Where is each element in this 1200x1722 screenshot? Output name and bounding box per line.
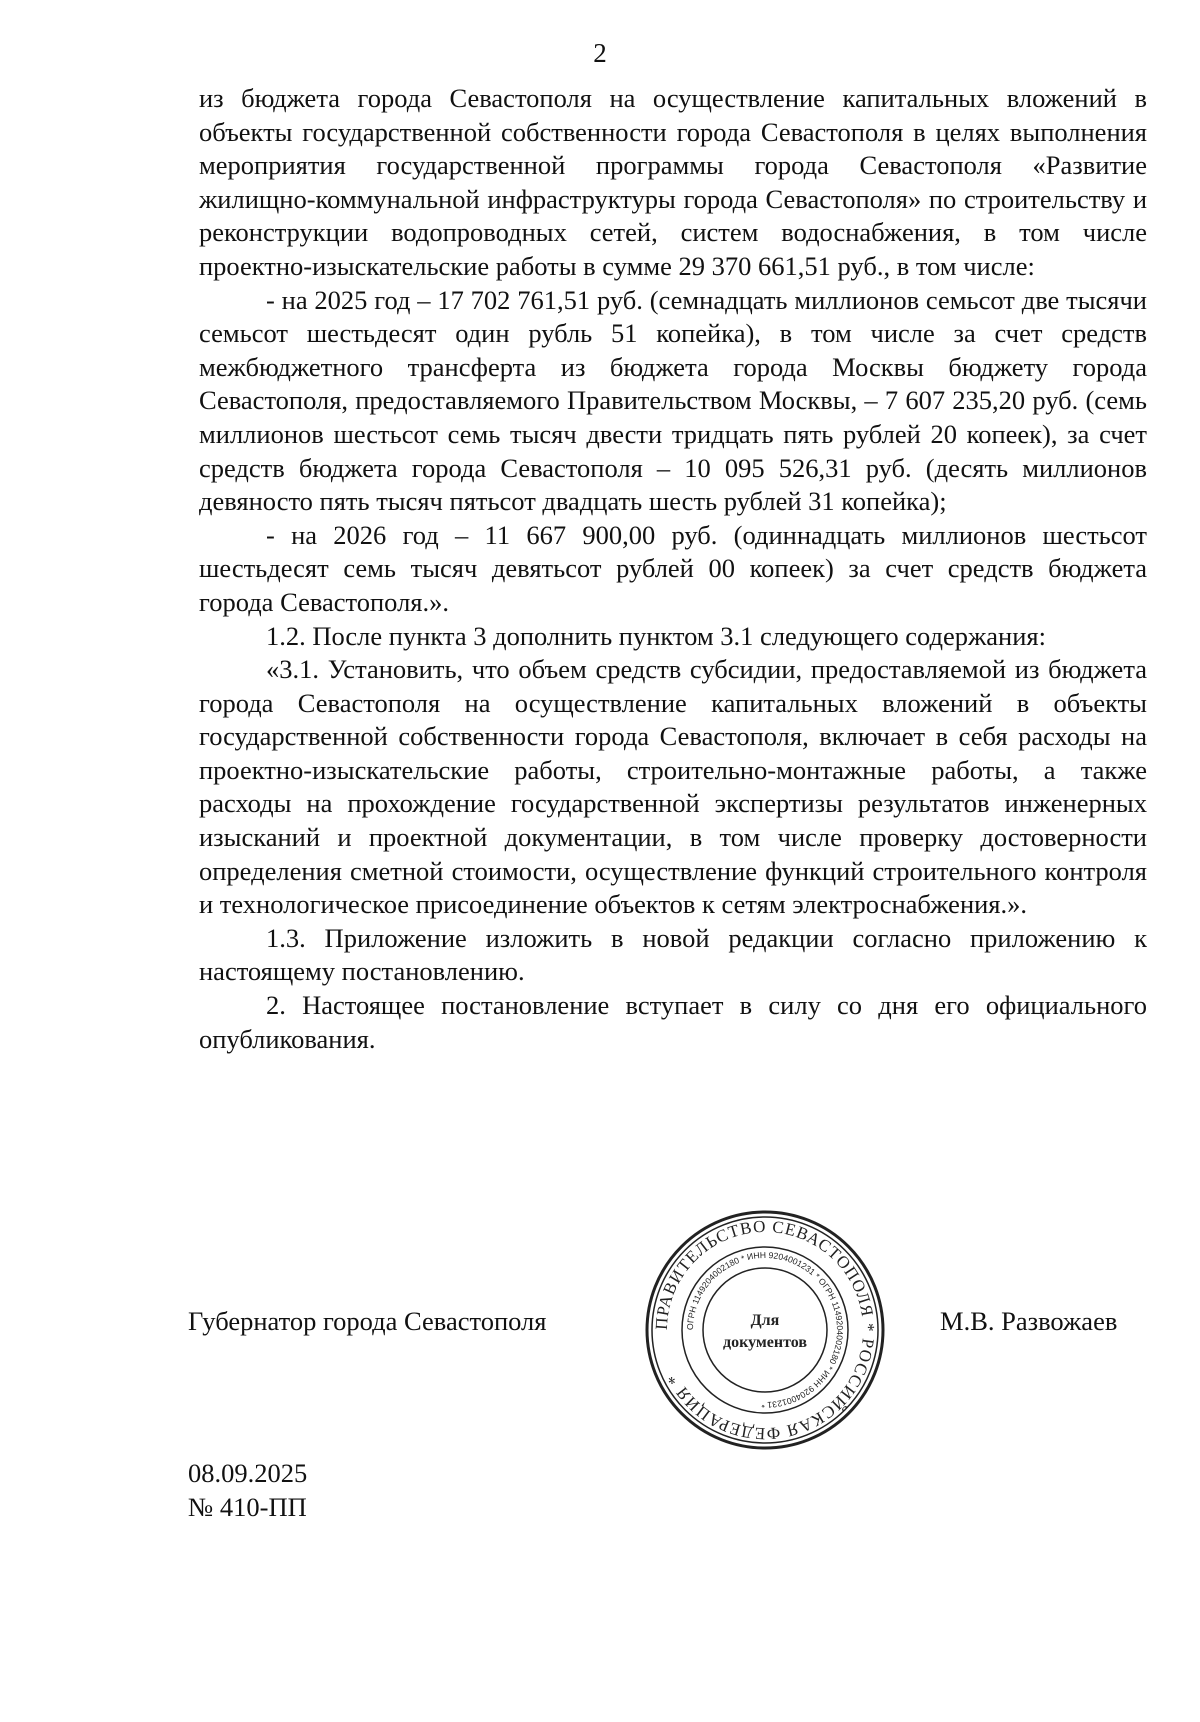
paragraph-2026-amount: - на 2026 год – 11 667 900,00 руб. (одиннадцать миллионов шестьсот шестьдесят семь тысяч девятьсот рублей 00 копеек) за счет средств бюджета города Севастополя.».: [199, 519, 1147, 617]
svg-text:ОГРН 1149204002180 * ИНН 92040: [685, 1250, 845, 1410]
paragraph-item-1-3: 1.3. Приложение изложить в новой редакции согласно приложению к настоящему постановлению.: [199, 922, 1147, 987]
seal-outer-ring-text: ПРАВИТЕЛЬСТВО СЕВАСТОПОЛЯ * РОССИЙСКАЯ ФЕДЕРАЦИЯ *: [651, 1216, 879, 1444]
seal-inner-ring-text: ОГРН 1149204002180 * ИНН 9204001231 * ОГРН 1149204002180 * ИНН 9204001231 *: [684, 1249, 846, 1411]
paragraph-2025-amount: - на 2025 год – 17 702 761,51 руб. (семнадцать миллионов семьсот две тысячи семьсот шестьдесят один рубль 51 копейка), в том числе за счет средств межбюджетного трансферта из бюджета города Москвы бюджету города Севастополя, предоставляемого Правительством Москвы, – 7 607 235,20 руб. (семь миллионов шестьсот семь тысяч двести тридцать пять рублей 20 копеек), за счет средств бюджета города Севастополя – 10 095 526,31 руб. (десять миллионов девяносто пять тысяч пятьсот двадцать шесть рублей 31 копейка);: [199, 284, 1147, 517]
paragraph-item-1-2: 1.2. После пункта 3 дополнить пунктом 3.1 следующего содержания:: [266, 620, 1046, 651]
seal-center-line-1: Для: [750, 1312, 780, 1329]
seal-center-line-2: документов: [723, 1334, 807, 1351]
document-number: № 410-ПП: [188, 1492, 307, 1522]
official-seal: [643, 1208, 887, 1452]
document-body: [199, 82, 1147, 1056]
paragraph-item-2: 2. Настоящее постановление вступает в силу со дня его официального опубликования.: [199, 990, 1147, 1054]
paragraph-item-3-1: «3.1. Установить, что объем средств субсидии, предоставляемой из бюджета города Севастополя на осуществление капитальных вложений в объекты государственной собственности города Севастополя, включает в себя расходы на проектно-изыскательские работы, строительно-монтажные работы, а также расходы на прохождение государственной экспертизы результатов инженерных изысканий и проектной документации, в том числе проверку достоверности определения сметной стоимости, осуществление функций строительного контроля и технологическое присоединение объектов к сетям электроснабжения.».: [199, 654, 1147, 920]
signatory-title: Губернатор города Севастополя: [188, 1306, 547, 1336]
document-date: 08.09.2025: [188, 1458, 308, 1488]
signatory-name: М.В. Развожаев: [940, 1306, 1118, 1336]
page-number: 2: [593, 38, 607, 68]
paragraph-budget-intro: из бюджета города Севастополя на осуществление капитальных вложений в объекты государственной собственности города Севастополя в целях выполнения мероприятия государственной программы города Севастополя «Развитие жилищно-коммунальной инфраструктуры города Севастополя» по строительству и реконструкции водопроводных сетей, систем водоснабжения, в том числе проектно-изыскательские работы в сумме 29 370 661,51 руб., в том числе:: [199, 83, 1147, 281]
